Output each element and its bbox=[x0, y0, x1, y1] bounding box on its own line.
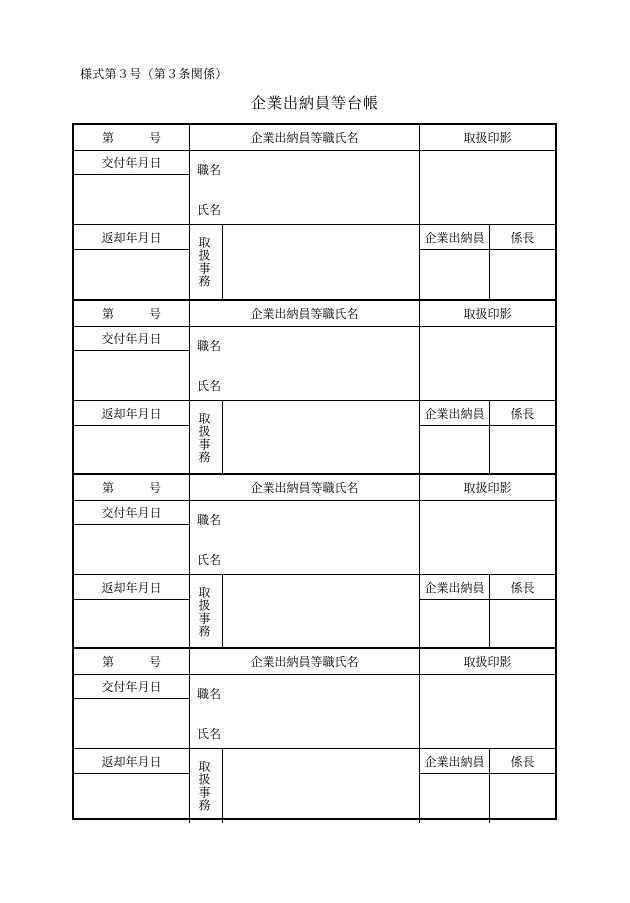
issue-date-label: 交付年月日 bbox=[74, 151, 190, 175]
cashier-seal-box[interactable] bbox=[420, 250, 490, 299]
duties-label: 取扱事務 bbox=[197, 586, 211, 638]
return-date-label: 返却年月日 bbox=[74, 225, 190, 250]
job-title-label: 職名 bbox=[197, 339, 222, 353]
person-name-label: 氏名 bbox=[197, 727, 222, 741]
duties-field[interactable] bbox=[223, 749, 420, 823]
duties-field[interactable] bbox=[223, 225, 420, 299]
chief-seal-box[interactable] bbox=[490, 426, 555, 475]
name-field-cell[interactable] bbox=[190, 501, 420, 575]
issue-date-label: 交付年月日 bbox=[74, 675, 190, 699]
job-title-label: 職名 bbox=[197, 163, 222, 177]
chief-label: 係長 bbox=[490, 749, 555, 774]
duties-label-cell bbox=[190, 749, 223, 823]
cashier-seal-box[interactable] bbox=[420, 774, 490, 823]
return-date-field[interactable] bbox=[74, 250, 190, 299]
cashier-seal-box[interactable] bbox=[420, 600, 490, 649]
return-date-label: 返却年月日 bbox=[74, 575, 190, 600]
seal-header-cell: 取扱印影 bbox=[420, 125, 555, 151]
seal-impression-area[interactable] bbox=[420, 151, 555, 225]
duties-label: 取扱事務 bbox=[197, 236, 211, 288]
number-suffix: 号 bbox=[148, 481, 161, 495]
number-prefix: 第 bbox=[102, 307, 115, 321]
record-block-3 bbox=[74, 473, 555, 649]
seal-header-cell: 取扱印影 bbox=[420, 475, 555, 501]
seal-header-cell: 取扱印影 bbox=[420, 649, 555, 675]
issue-date-label: 交付年月日 bbox=[74, 501, 190, 525]
form-reference: 様式第３号（第３条関係） bbox=[80, 67, 228, 81]
number-suffix: 号 bbox=[148, 307, 161, 321]
issue-date-label: 交付年月日 bbox=[74, 327, 190, 351]
number-header-cell bbox=[74, 475, 190, 501]
return-date-field[interactable] bbox=[74, 426, 190, 475]
duties-label: 取扱事務 bbox=[197, 412, 211, 464]
name-header-cell: 企業出納員等職氏名 bbox=[190, 649, 420, 675]
number-prefix: 第 bbox=[102, 481, 115, 495]
number-suffix: 号 bbox=[148, 655, 161, 669]
chief-label: 係長 bbox=[490, 575, 555, 600]
number-header-cell bbox=[74, 649, 190, 675]
chief-seal-box[interactable] bbox=[490, 250, 555, 299]
name-header-cell: 企業出納員等職氏名 bbox=[190, 301, 420, 327]
duties-field[interactable] bbox=[223, 401, 420, 475]
return-date-field[interactable] bbox=[74, 600, 190, 649]
duties-label-cell bbox=[190, 575, 223, 649]
cashier-label: 企業出納員 bbox=[420, 749, 490, 774]
number-suffix: 号 bbox=[148, 131, 161, 145]
name-header-cell: 企業出納員等職氏名 bbox=[190, 475, 420, 501]
issue-date-field[interactable] bbox=[74, 699, 190, 749]
cashier-seal-box[interactable] bbox=[420, 426, 490, 475]
name-field-cell[interactable] bbox=[190, 675, 420, 749]
issue-date-field[interactable] bbox=[74, 351, 190, 401]
return-date-label: 返却年月日 bbox=[74, 749, 190, 774]
cashier-label: 企業出納員 bbox=[420, 225, 490, 250]
name-field-cell[interactable] bbox=[190, 327, 420, 401]
record-block-4 bbox=[74, 647, 555, 823]
return-date-label: 返却年月日 bbox=[74, 401, 190, 426]
record-block-2 bbox=[74, 299, 555, 475]
duties-label-cell bbox=[190, 225, 223, 299]
cashier-label: 企業出納員 bbox=[420, 401, 490, 426]
record-block-1 bbox=[74, 125, 555, 299]
duties-label-cell bbox=[190, 401, 223, 475]
job-title-label: 職名 bbox=[197, 513, 222, 527]
chief-seal-box[interactable] bbox=[490, 600, 555, 649]
person-name-label: 氏名 bbox=[197, 553, 222, 567]
page-title: 企業出納員等台帳 bbox=[250, 94, 379, 112]
number-prefix: 第 bbox=[102, 655, 115, 669]
name-field-cell[interactable] bbox=[190, 151, 420, 225]
chief-label: 係長 bbox=[490, 225, 555, 250]
seal-impression-area[interactable] bbox=[420, 501, 555, 575]
duties-label: 取扱事務 bbox=[197, 760, 211, 812]
number-header-cell bbox=[74, 125, 190, 151]
number-prefix: 第 bbox=[102, 131, 115, 145]
ledger-table bbox=[72, 123, 557, 820]
duties-field[interactable] bbox=[223, 575, 420, 649]
seal-header-cell: 取扱印影 bbox=[420, 301, 555, 327]
number-header-cell bbox=[74, 301, 190, 327]
cashier-label: 企業出納員 bbox=[420, 575, 490, 600]
person-name-label: 氏名 bbox=[197, 379, 222, 393]
chief-label: 係長 bbox=[490, 401, 555, 426]
issue-date-field[interactable] bbox=[74, 175, 190, 225]
issue-date-field[interactable] bbox=[74, 525, 190, 575]
seal-impression-area[interactable] bbox=[420, 675, 555, 749]
person-name-label: 氏名 bbox=[197, 203, 222, 217]
return-date-field[interactable] bbox=[74, 774, 190, 823]
name-header-cell: 企業出納員等職氏名 bbox=[190, 125, 420, 151]
job-title-label: 職名 bbox=[197, 687, 222, 701]
chief-seal-box[interactable] bbox=[490, 774, 555, 823]
seal-impression-area[interactable] bbox=[420, 327, 555, 401]
